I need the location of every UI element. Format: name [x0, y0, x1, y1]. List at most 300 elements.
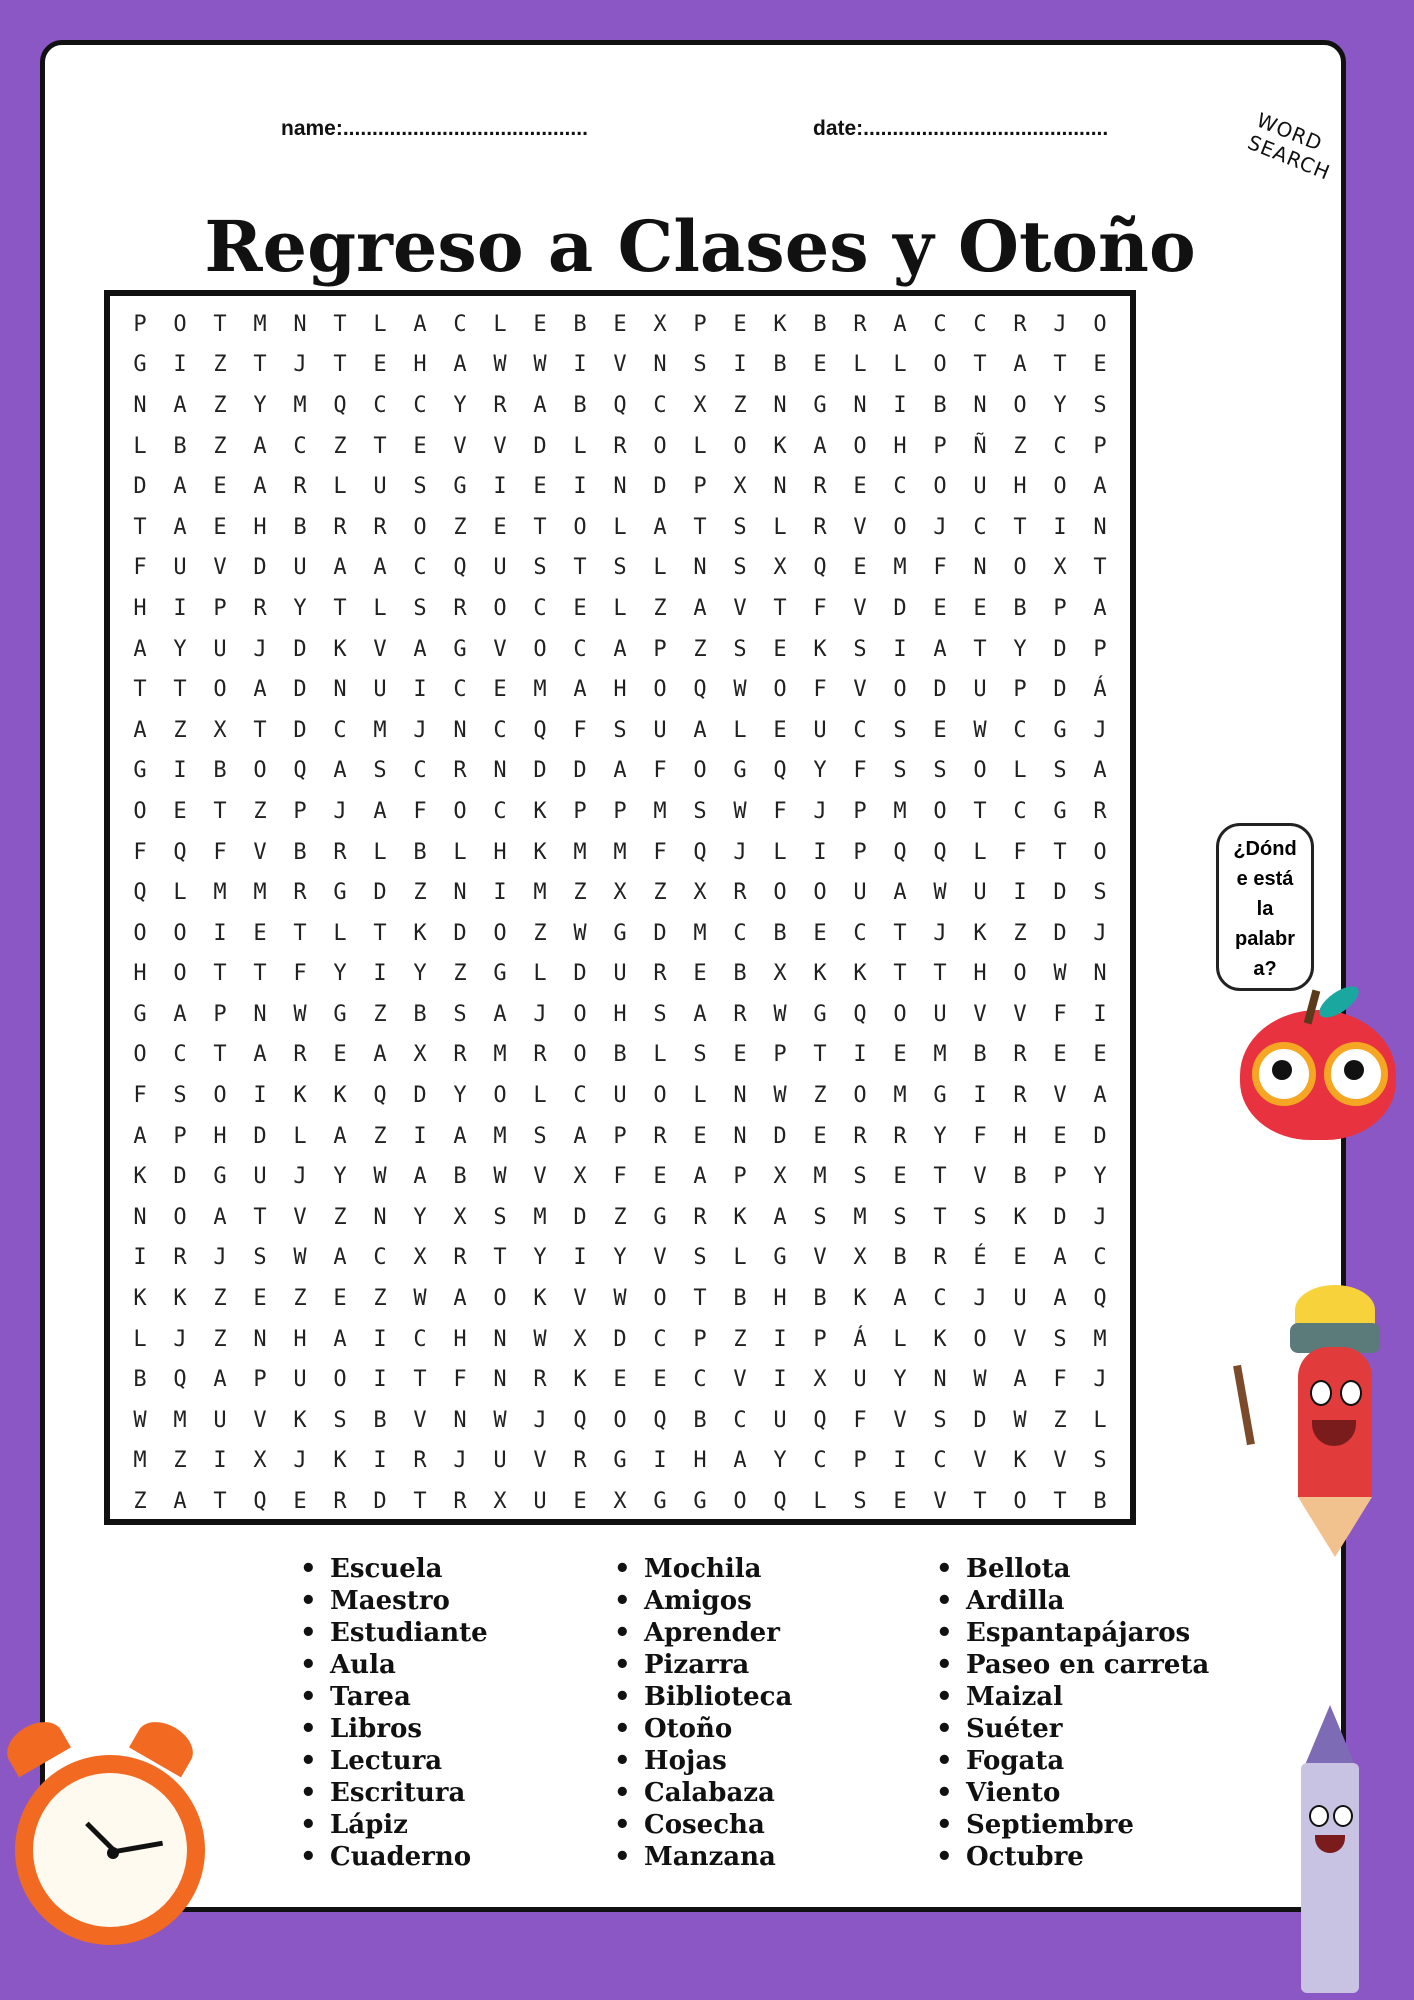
grid-letter[interactable]: H: [613, 677, 627, 703]
grid-letter[interactable]: T: [573, 555, 587, 581]
grid-letter[interactable]: L: [373, 595, 387, 621]
grid-letter[interactable]: A: [613, 636, 627, 662]
grid-letter[interactable]: D: [613, 1326, 627, 1352]
grid-letter[interactable]: Z: [213, 392, 227, 418]
grid-letter[interactable]: V: [1053, 1448, 1067, 1474]
grid-letter[interactable]: I: [853, 1042, 867, 1068]
grid-letter[interactable]: R: [813, 474, 827, 500]
grid-letter[interactable]: O: [1013, 1489, 1027, 1515]
grid-letter[interactable]: B: [413, 839, 427, 865]
grid-letter[interactable]: C: [653, 1326, 667, 1352]
grid-letter[interactable]: M: [173, 1407, 187, 1433]
grid-letter[interactable]: O: [693, 758, 707, 784]
grid-letter[interactable]: T: [373, 433, 387, 459]
grid-letter[interactable]: T: [293, 920, 307, 946]
grid-letter[interactable]: C: [453, 311, 467, 337]
grid-letter[interactable]: W: [493, 352, 507, 378]
grid-letter[interactable]: J: [453, 1448, 467, 1474]
grid-letter[interactable]: S: [333, 1407, 347, 1433]
grid-letter[interactable]: A: [453, 352, 467, 378]
grid-letter[interactable]: A: [893, 311, 907, 337]
grid-letter[interactable]: T: [333, 595, 347, 621]
grid-letter[interactable]: I: [893, 636, 907, 662]
grid-letter[interactable]: L: [693, 1083, 707, 1109]
grid-letter[interactable]: O: [813, 880, 827, 906]
grid-letter[interactable]: I: [173, 758, 187, 784]
grid-letter[interactable]: C: [293, 433, 307, 459]
grid-letter[interactable]: N: [1093, 514, 1107, 540]
grid-letter[interactable]: L: [133, 1326, 147, 1352]
grid-letter[interactable]: V: [533, 1448, 547, 1474]
grid-letter[interactable]: G: [653, 1204, 667, 1230]
grid-letter[interactable]: U: [373, 677, 387, 703]
grid-letter[interactable]: B: [573, 311, 587, 337]
grid-letter[interactable]: X: [693, 880, 707, 906]
grid-letter[interactable]: J: [413, 717, 427, 743]
grid-letter[interactable]: H: [493, 839, 507, 865]
grid-letter[interactable]: Z: [333, 433, 347, 459]
grid-letter[interactable]: F: [973, 1123, 987, 1149]
grid-letter[interactable]: P: [1093, 433, 1107, 459]
grid-letter[interactable]: A: [213, 1204, 227, 1230]
grid-letter[interactable]: I: [173, 595, 187, 621]
grid-letter[interactable]: P: [773, 1042, 787, 1068]
grid-letter[interactable]: T: [1053, 352, 1067, 378]
grid-letter[interactable]: A: [133, 717, 147, 743]
grid-letter[interactable]: S: [453, 1001, 467, 1027]
grid-letter[interactable]: E: [613, 1367, 627, 1393]
grid-letter[interactable]: Q: [813, 1407, 827, 1433]
grid-letter[interactable]: H: [293, 1326, 307, 1352]
grid-letter[interactable]: U: [293, 555, 307, 581]
grid-letter[interactable]: L: [813, 1489, 827, 1515]
grid-letter[interactable]: P: [853, 798, 867, 824]
grid-letter[interactable]: O: [653, 433, 667, 459]
grid-letter[interactable]: N: [733, 1123, 747, 1149]
grid-letter[interactable]: E: [253, 920, 267, 946]
grid-letter[interactable]: W: [533, 352, 547, 378]
grid-letter[interactable]: S: [813, 1204, 827, 1230]
grid-letter[interactable]: W: [933, 880, 947, 906]
grid-letter[interactable]: Y: [813, 758, 827, 784]
grid-letter[interactable]: A: [373, 1042, 387, 1068]
grid-letter[interactable]: O: [973, 1326, 987, 1352]
grid-letter[interactable]: K: [533, 1286, 547, 1312]
grid-letter[interactable]: K: [853, 961, 867, 987]
grid-letter[interactable]: X: [773, 555, 787, 581]
grid-letter[interactable]: F: [133, 839, 147, 865]
grid-letter[interactable]: O: [493, 920, 507, 946]
grid-letter[interactable]: Z: [213, 433, 227, 459]
grid-letter[interactable]: B: [1093, 1489, 1107, 1515]
grid-letter[interactable]: O: [493, 1083, 507, 1109]
grid-letter[interactable]: D: [573, 758, 587, 784]
grid-letter[interactable]: R: [1013, 1042, 1027, 1068]
grid-letter[interactable]: A: [693, 595, 707, 621]
grid-letter[interactable]: M: [493, 1123, 507, 1149]
grid-letter[interactable]: S: [413, 474, 427, 500]
grid-letter[interactable]: F: [1053, 1001, 1067, 1027]
grid-letter[interactable]: X: [653, 311, 667, 337]
grid-letter[interactable]: Y: [293, 595, 307, 621]
grid-letter[interactable]: Z: [213, 352, 227, 378]
grid-letter[interactable]: E: [773, 636, 787, 662]
grid-letter[interactable]: O: [1013, 961, 1027, 987]
grid-letter[interactable]: E: [493, 514, 507, 540]
grid-letter[interactable]: A: [253, 677, 267, 703]
grid-letter[interactable]: H: [773, 1286, 787, 1312]
grid-letter[interactable]: V: [973, 1448, 987, 1474]
grid-letter[interactable]: T: [373, 920, 387, 946]
grid-letter[interactable]: W: [133, 1407, 147, 1433]
grid-letter[interactable]: K: [773, 433, 787, 459]
grid-letter[interactable]: V: [733, 1367, 747, 1393]
grid-letter[interactable]: V: [1053, 1083, 1067, 1109]
grid-letter[interactable]: D: [1053, 677, 1067, 703]
grid-letter[interactable]: A: [733, 1448, 747, 1474]
grid-letter[interactable]: O: [653, 677, 667, 703]
grid-letter[interactable]: N: [453, 717, 467, 743]
grid-letter[interactable]: C: [533, 595, 547, 621]
grid-letter[interactable]: C: [733, 1407, 747, 1433]
grid-letter[interactable]: R: [653, 961, 667, 987]
grid-letter[interactable]: C: [373, 1245, 387, 1271]
grid-letter[interactable]: T: [973, 352, 987, 378]
grid-letter[interactable]: N: [773, 474, 787, 500]
grid-letter[interactable]: F: [653, 758, 667, 784]
grid-letter[interactable]: N: [373, 1204, 387, 1230]
grid-letter[interactable]: Q: [333, 392, 347, 418]
grid-letter[interactable]: X: [853, 1245, 867, 1271]
grid-letter[interactable]: A: [453, 1123, 467, 1149]
grid-letter[interactable]: Q: [653, 1407, 667, 1433]
grid-letter[interactable]: S: [733, 555, 747, 581]
grid-letter[interactable]: L: [733, 1245, 747, 1271]
grid-letter[interactable]: O: [573, 514, 587, 540]
grid-letter[interactable]: L: [973, 839, 987, 865]
grid-letter[interactable]: Y: [413, 1204, 427, 1230]
grid-letter[interactable]: T: [493, 1245, 507, 1271]
grid-letter[interactable]: E: [733, 1042, 747, 1068]
grid-letter[interactable]: S: [933, 1407, 947, 1433]
grid-letter[interactable]: V: [493, 636, 507, 662]
grid-letter[interactable]: T: [773, 595, 787, 621]
grid-letter[interactable]: B: [453, 1164, 467, 1190]
grid-letter[interactable]: É: [973, 1245, 987, 1271]
grid-letter[interactable]: D: [533, 433, 547, 459]
grid-letter[interactable]: D: [253, 555, 267, 581]
grid-letter[interactable]: R: [693, 1204, 707, 1230]
grid-letter[interactable]: E: [533, 311, 547, 337]
grid-letter[interactable]: D: [933, 677, 947, 703]
grid-letter[interactable]: H: [413, 352, 427, 378]
grid-letter[interactable]: Q: [373, 1083, 387, 1109]
grid-letter[interactable]: B: [373, 1407, 387, 1433]
grid-letter[interactable]: X: [613, 880, 627, 906]
grid-letter[interactable]: H: [213, 1123, 227, 1149]
grid-letter[interactable]: A: [933, 636, 947, 662]
grid-letter[interactable]: V: [413, 1407, 427, 1433]
grid-letter[interactable]: J: [1053, 311, 1067, 337]
date-field[interactable]: date:..........................................: [813, 117, 1109, 140]
grid-letter[interactable]: Q: [933, 839, 947, 865]
grid-letter[interactable]: X: [733, 474, 747, 500]
grid-letter[interactable]: D: [373, 1489, 387, 1515]
grid-letter[interactable]: T: [933, 1164, 947, 1190]
grid-letter[interactable]: F: [813, 677, 827, 703]
grid-letter[interactable]: C: [813, 1448, 827, 1474]
grid-letter[interactable]: A: [253, 474, 267, 500]
grid-letter[interactable]: O: [1093, 311, 1107, 337]
grid-letter[interactable]: Q: [773, 1489, 787, 1515]
grid-letter[interactable]: S: [1053, 758, 1067, 784]
grid-letter[interactable]: R: [613, 433, 627, 459]
grid-letter[interactable]: H: [133, 961, 147, 987]
grid-letter[interactable]: K: [133, 1286, 147, 1312]
grid-letter[interactable]: N: [133, 392, 147, 418]
grid-letter[interactable]: J: [1093, 920, 1107, 946]
grid-letter[interactable]: A: [693, 717, 707, 743]
grid-letter[interactable]: J: [533, 1001, 547, 1027]
grid-letter[interactable]: O: [933, 474, 947, 500]
grid-letter[interactable]: F: [853, 1407, 867, 1433]
grid-letter[interactable]: S: [693, 352, 707, 378]
grid-letter[interactable]: U: [213, 1407, 227, 1433]
grid-letter[interactable]: T: [973, 798, 987, 824]
grid-letter[interactable]: U: [1013, 1286, 1027, 1312]
grid-letter[interactable]: E: [493, 677, 507, 703]
grid-letter[interactable]: S: [853, 1489, 867, 1515]
grid-letter[interactable]: Z: [1013, 433, 1027, 459]
grid-letter[interactable]: K: [293, 1407, 307, 1433]
grid-letter[interactable]: R: [533, 1367, 547, 1393]
grid-letter[interactable]: I: [173, 352, 187, 378]
grid-letter[interactable]: M: [653, 798, 667, 824]
grid-letter[interactable]: E: [733, 311, 747, 337]
grid-letter[interactable]: I: [213, 1448, 227, 1474]
grid-letter[interactable]: N: [133, 1204, 147, 1230]
grid-letter[interactable]: C: [333, 717, 347, 743]
grid-letter[interactable]: O: [1013, 555, 1027, 581]
grid-letter[interactable]: L: [1013, 758, 1027, 784]
grid-letter[interactable]: O: [853, 433, 867, 459]
grid-letter[interactable]: Z: [253, 798, 267, 824]
grid-letter[interactable]: R: [733, 1001, 747, 1027]
grid-letter[interactable]: Y: [253, 392, 267, 418]
grid-letter[interactable]: W: [733, 677, 747, 703]
grid-letter[interactable]: Q: [893, 839, 907, 865]
grid-letter[interactable]: O: [973, 758, 987, 784]
grid-letter[interactable]: C: [173, 1042, 187, 1068]
grid-letter[interactable]: T: [333, 352, 347, 378]
grid-letter[interactable]: T: [933, 1204, 947, 1230]
grid-letter[interactable]: H: [133, 595, 147, 621]
grid-letter[interactable]: U: [853, 1367, 867, 1393]
grid-letter[interactable]: X: [773, 1164, 787, 1190]
grid-letter[interactable]: T: [213, 798, 227, 824]
grid-letter[interactable]: Z: [573, 880, 587, 906]
grid-letter[interactable]: I: [133, 1245, 147, 1271]
grid-letter[interactable]: Z: [1053, 1407, 1067, 1433]
grid-letter[interactable]: O: [893, 1001, 907, 1027]
grid-letter[interactable]: E: [253, 1286, 267, 1312]
grid-letter[interactable]: Q: [133, 880, 147, 906]
grid-letter[interactable]: M: [813, 1164, 827, 1190]
grid-letter[interactable]: L: [573, 433, 587, 459]
grid-letter[interactable]: Z: [453, 961, 467, 987]
grid-letter[interactable]: D: [373, 880, 387, 906]
grid-letter[interactable]: K: [133, 1164, 147, 1190]
grid-letter[interactable]: W: [773, 1083, 787, 1109]
grid-letter[interactable]: O: [453, 798, 467, 824]
grid-letter[interactable]: Á: [853, 1326, 867, 1352]
grid-letter[interactable]: F: [133, 555, 147, 581]
grid-letter[interactable]: P: [1013, 677, 1027, 703]
grid-letter[interactable]: P: [573, 798, 587, 824]
grid-letter[interactable]: V: [613, 352, 627, 378]
grid-letter[interactable]: A: [133, 1123, 147, 1149]
grid-letter[interactable]: Q: [533, 717, 547, 743]
grid-letter[interactable]: L: [333, 474, 347, 500]
grid-letter[interactable]: A: [333, 1123, 347, 1149]
grid-letter[interactable]: I: [733, 352, 747, 378]
grid-letter[interactable]: C: [653, 392, 667, 418]
grid-letter[interactable]: R: [293, 880, 307, 906]
grid-letter[interactable]: A: [413, 1164, 427, 1190]
grid-letter[interactable]: G: [333, 880, 347, 906]
grid-letter[interactable]: O: [1093, 839, 1107, 865]
grid-letter[interactable]: G: [733, 758, 747, 784]
grid-letter[interactable]: I: [373, 1367, 387, 1393]
grid-letter[interactable]: N: [493, 758, 507, 784]
grid-letter[interactable]: K: [773, 311, 787, 337]
grid-letter[interactable]: C: [693, 1367, 707, 1393]
grid-letter[interactable]: O: [1053, 474, 1067, 500]
grid-letter[interactable]: O: [893, 677, 907, 703]
grid-letter[interactable]: V: [933, 1489, 947, 1515]
grid-letter[interactable]: Q: [613, 392, 627, 418]
grid-letter[interactable]: E: [973, 595, 987, 621]
grid-letter[interactable]: E: [533, 474, 547, 500]
grid-letter[interactable]: N: [613, 474, 627, 500]
grid-letter[interactable]: A: [413, 636, 427, 662]
grid-letter[interactable]: K: [333, 636, 347, 662]
grid-letter[interactable]: N: [973, 392, 987, 418]
grid-letter[interactable]: M: [533, 1204, 547, 1230]
grid-letter[interactable]: X: [693, 392, 707, 418]
grid-letter[interactable]: L: [133, 433, 147, 459]
grid-letter[interactable]: A: [133, 636, 147, 662]
grid-letter[interactable]: A: [1013, 352, 1027, 378]
grid-letter[interactable]: W: [373, 1164, 387, 1190]
grid-letter[interactable]: A: [333, 1326, 347, 1352]
grid-letter[interactable]: O: [173, 920, 187, 946]
grid-letter[interactable]: N: [693, 555, 707, 581]
grid-letter[interactable]: P: [213, 595, 227, 621]
grid-letter[interactable]: E: [1013, 1245, 1027, 1271]
grid-letter[interactable]: J: [293, 1164, 307, 1190]
grid-letter[interactable]: M: [573, 839, 587, 865]
grid-letter[interactable]: V: [1013, 1326, 1027, 1352]
grid-letter[interactable]: W: [413, 1286, 427, 1312]
grid-letter[interactable]: E: [213, 474, 227, 500]
grid-letter[interactable]: P: [213, 1001, 227, 1027]
grid-letter[interactable]: C: [413, 1326, 427, 1352]
grid-letter[interactable]: L: [373, 311, 387, 337]
grid-letter[interactable]: A: [493, 1001, 507, 1027]
grid-letter[interactable]: B: [413, 1001, 427, 1027]
grid-letter[interactable]: N: [293, 311, 307, 337]
grid-letter[interactable]: N: [653, 352, 667, 378]
grid-letter[interactable]: G: [453, 474, 467, 500]
grid-letter[interactable]: W: [293, 1001, 307, 1027]
grid-letter[interactable]: S: [933, 758, 947, 784]
grid-letter[interactable]: W: [533, 1326, 547, 1352]
grid-letter[interactable]: R: [453, 1245, 467, 1271]
grid-letter[interactable]: M: [533, 677, 547, 703]
grid-letter[interactable]: E: [1093, 352, 1107, 378]
grid-letter[interactable]: T: [253, 1204, 267, 1230]
grid-letter[interactable]: L: [613, 595, 627, 621]
grid-letter[interactable]: P: [653, 636, 667, 662]
grid-letter[interactable]: E: [653, 1367, 667, 1393]
grid-letter[interactable]: Y: [453, 392, 467, 418]
grid-letter[interactable]: H: [893, 433, 907, 459]
grid-letter[interactable]: Z: [733, 392, 747, 418]
grid-letter[interactable]: Q: [573, 1407, 587, 1433]
grid-letter[interactable]: E: [893, 1489, 907, 1515]
grid-letter[interactable]: J: [533, 1407, 547, 1433]
grid-letter[interactable]: P: [613, 798, 627, 824]
grid-letter[interactable]: O: [493, 1286, 507, 1312]
grid-letter[interactable]: E: [293, 1489, 307, 1515]
grid-letter[interactable]: K: [813, 636, 827, 662]
grid-letter[interactable]: E: [333, 1286, 347, 1312]
grid-letter[interactable]: K: [813, 961, 827, 987]
grid-letter[interactable]: C: [413, 758, 427, 784]
grid-letter[interactable]: Y: [1053, 392, 1067, 418]
grid-letter[interactable]: J: [293, 1448, 307, 1474]
grid-letter[interactable]: B: [133, 1367, 147, 1393]
grid-letter[interactable]: I: [1053, 514, 1067, 540]
grid-letter[interactable]: I: [213, 920, 227, 946]
grid-letter[interactable]: T: [213, 1489, 227, 1515]
grid-letter[interactable]: S: [613, 555, 627, 581]
grid-letter[interactable]: P: [1053, 595, 1067, 621]
grid-letter[interactable]: V: [493, 433, 507, 459]
grid-letter[interactable]: D: [133, 474, 147, 500]
grid-letter[interactable]: R: [333, 514, 347, 540]
grid-letter[interactable]: A: [173, 474, 187, 500]
grid-letter[interactable]: A: [1093, 1083, 1107, 1109]
grid-letter[interactable]: R: [453, 758, 467, 784]
grid-letter[interactable]: A: [173, 1001, 187, 1027]
grid-letter[interactable]: V: [853, 595, 867, 621]
grid-letter[interactable]: Y: [1013, 636, 1027, 662]
grid-letter[interactable]: S: [893, 717, 907, 743]
grid-letter[interactable]: D: [1053, 636, 1067, 662]
grid-letter[interactable]: R: [453, 1042, 467, 1068]
grid-letter[interactable]: V: [573, 1286, 587, 1312]
grid-letter[interactable]: I: [973, 1083, 987, 1109]
grid-letter[interactable]: O: [533, 636, 547, 662]
grid-letter[interactable]: U: [973, 474, 987, 500]
grid-letter[interactable]: V: [213, 555, 227, 581]
grid-letter[interactable]: O: [733, 1489, 747, 1515]
grid-letter[interactable]: I: [1093, 1001, 1107, 1027]
grid-letter[interactable]: U: [853, 880, 867, 906]
grid-letter[interactable]: G: [813, 392, 827, 418]
